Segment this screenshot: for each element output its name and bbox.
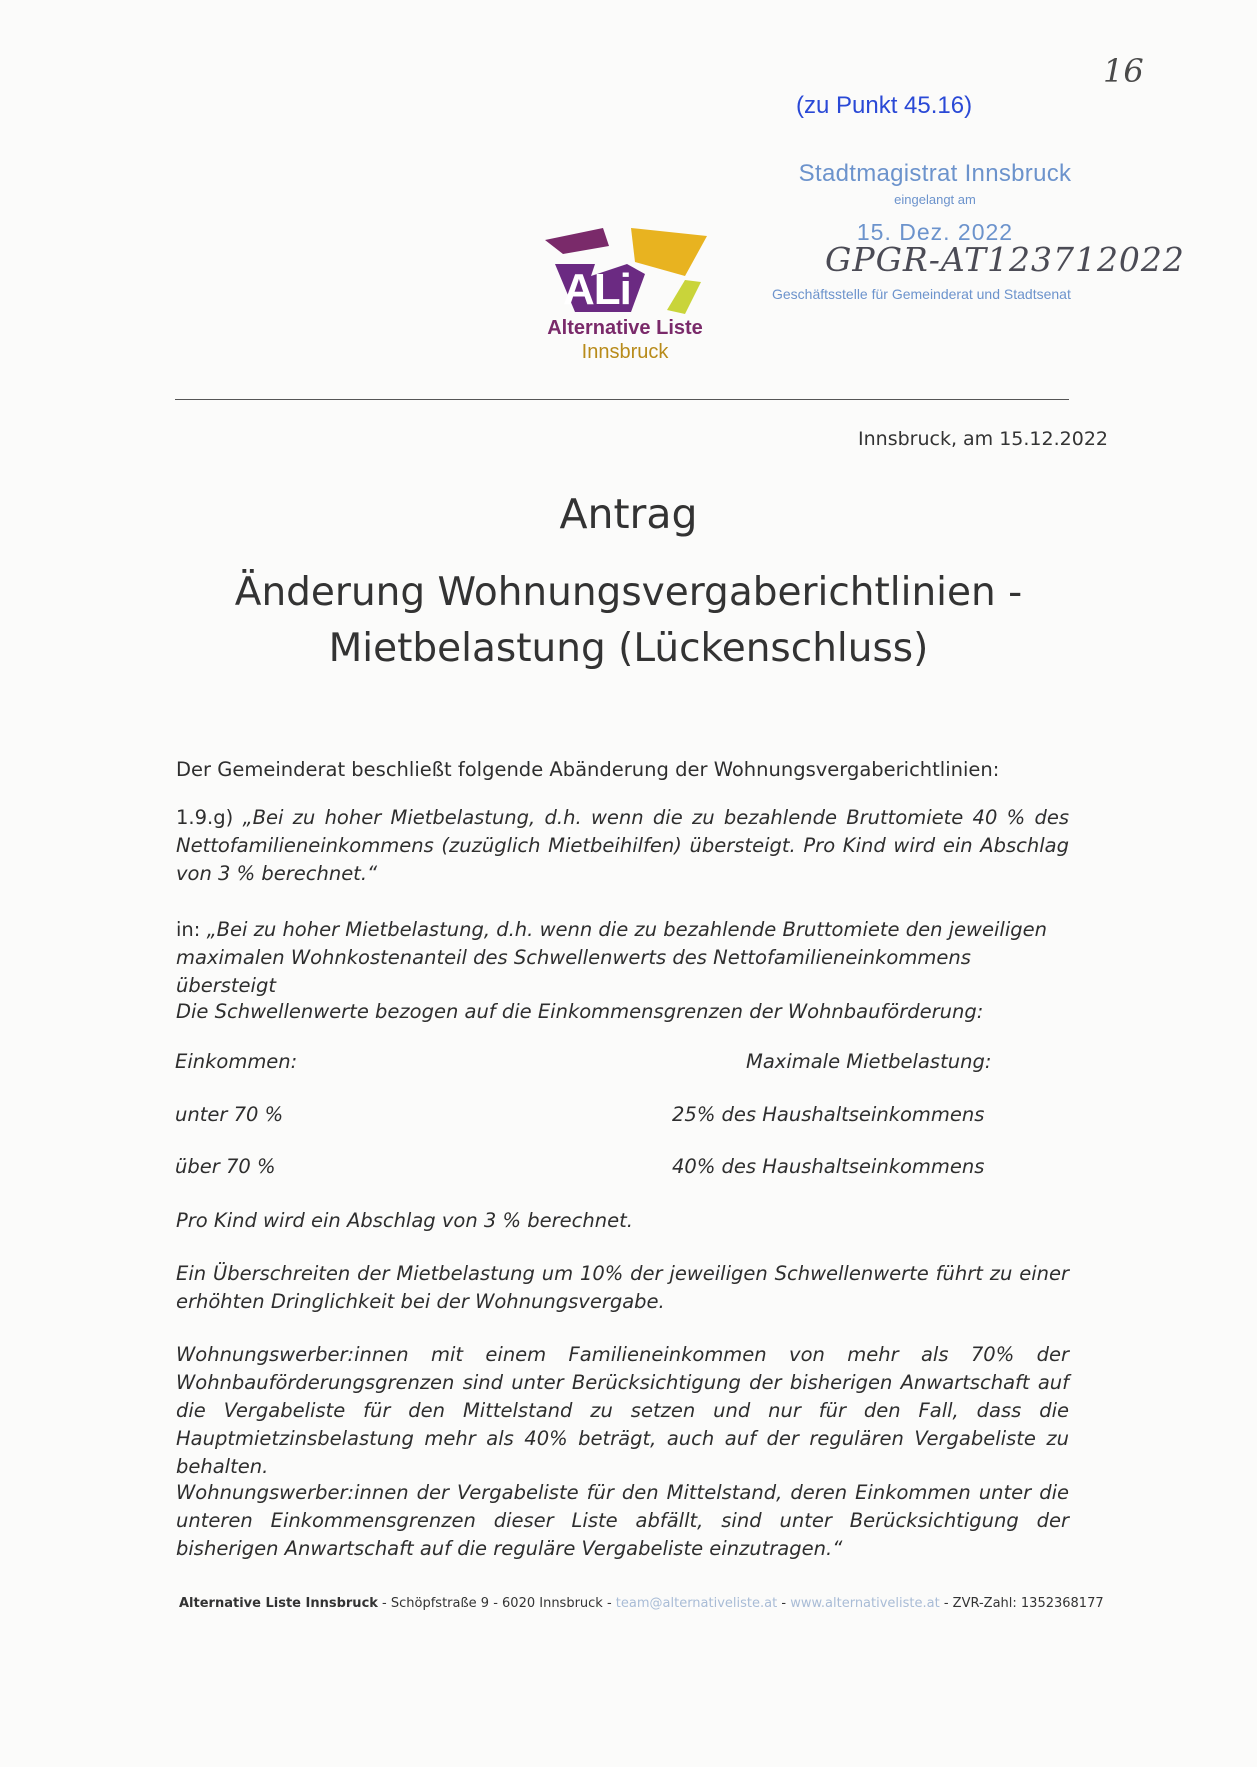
thresholds-intro: Die Schwellenwerte bezogen auf die Einkommensgrenzen der Wohnbauförderung: (176, 1000, 984, 1023)
stamp-received-label: eingelangt am (894, 192, 976, 207)
page-number: 16 (1103, 52, 1144, 90)
footer-separator: - (777, 1596, 791, 1611)
intro-text: Der Gemeinderat beschließt folgende Abänderung der Wohnungsvergaberichtlinien: (176, 758, 1000, 781)
dateline: Innsbruck, am 15.12.2022 (858, 428, 1109, 450)
document-subtitle (0, 565, 1257, 677)
paragraph-middle-class: Wohnungswerber:innen mit einem Familieneinkommen von mehr als 70% der Wohnbauförderungsgrenzen sind unter Berücksichtigung der bisherigen Anwartschaft auf die Vergabeliste für den Mittelstand zu setzen und nur für den Fall, dass die Hauptmietzinsbelastung mehr als 40% beträgt, auch auf der regulären Vergabeliste zu behalten. (176, 1343, 1069, 1478)
footer-web-link[interactable]: www.alternativeliste.at (790, 1596, 940, 1611)
header-divider (175, 399, 1069, 400)
table-header-max: Maximale Mietbelastung: (746, 1050, 992, 1073)
logo-name-line1: Alternative Liste (547, 317, 703, 339)
footer (179, 1596, 1104, 1611)
clause-in-label: in: (176, 918, 201, 941)
document-title: Antrag (559, 490, 698, 538)
received-stamp (770, 160, 1185, 330)
stamp-date: 15. Dez. 2022 (856, 219, 1014, 245)
logo-mark: ALi (563, 265, 631, 314)
agenda-reference: (zu Punkt 45.16) (796, 92, 973, 119)
table-header-income: Einkommen: (175, 1050, 298, 1073)
handwritten-file-number: GPGR-AT123712022 (825, 240, 1185, 279)
clause-old (176, 804, 1069, 888)
table-row-income: über 70 % (175, 1155, 276, 1178)
stamp-title: Stadtmagistrat Innsbruck (798, 160, 1072, 187)
logo-wordmark (520, 316, 730, 364)
paragraph-urgency: Ein Überschreiten der Mietbelastung um 10% der jeweiligen Schwellenwerte führt zu einer erhöhten Dringlichkeit bei der Wohnungsvergabe. (176, 1262, 1069, 1313)
stamp-office: Geschäftsstelle für Gemeinderat und Stadtsenat (772, 286, 1071, 302)
table-row-income: unter 70 % (175, 1103, 284, 1126)
subtitle-line1: Änderung Wohnungsvergaberichtlinien - (234, 570, 1023, 615)
footer-zvr: - ZVR-Zahl: 1352368177 (939, 1596, 1104, 1611)
footer-org: Alternative Liste Innsbruck (179, 1596, 378, 1611)
clause-new (176, 916, 1069, 1000)
footer-email-link[interactable]: team@alternativeliste.at (615, 1596, 778, 1611)
clause-number: 1.9.g) (176, 806, 234, 829)
footer-address: - Schöpfstraße 9 - 6020 Innsbruck - (377, 1596, 616, 1611)
paragraph-regular-list: Wohnungswerber:innen der Vergabeliste für den Mittelstand, deren Einkommen unter die unteren Einkommensgrenzen dieser Liste abfällt, sind unter Berücksichtigung der bisherigen Anwartschaft auf die reguläre Vergabeliste einzutragen.“ (176, 1481, 1069, 1560)
clause-new-text: „Bei zu hoher Mietbelastung, d.h. wenn die zu bezahlende Bruttomiete den jeweiligen maximalen Wohnkostenanteil des Schwellenwerts des Nettofamilieneinkommens übersteigt (176, 918, 1047, 997)
table-row-max: 25% des Haushaltseinkommens (672, 1103, 985, 1126)
clause-old-text: „Bei zu hoher Mietbelastung, d.h. wenn die zu bezahlende Bruttomiete 40 % des Nettofamilieneinkommens (zuzüglich Mietbeihilfen) übersteigt. Pro Kind wird ein Abschlag von 3 % berechnet.“ (176, 806, 1069, 885)
table-row-max: 40% des Haushaltseinkommens (672, 1155, 985, 1178)
child-deduction: Pro Kind wird ein Abschlag von 3 % berechnet. (176, 1209, 633, 1232)
subtitle-line2: Mietbelastung (Lückenschluss) (328, 626, 929, 671)
logo-name-line2: Innsbruck (581, 341, 669, 363)
